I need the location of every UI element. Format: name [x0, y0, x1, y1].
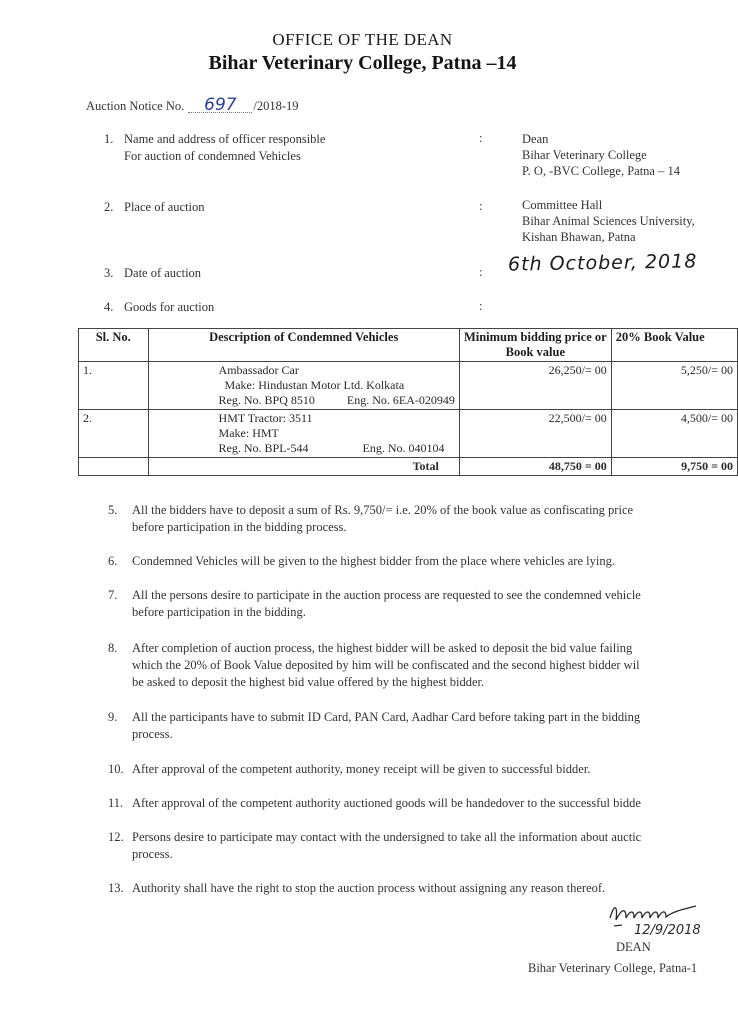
table-row — [79, 362, 738, 410]
condition-line: before participation in the bidding process. — [132, 520, 347, 534]
condition-number: 11. — [108, 796, 124, 810]
header-min-price: Minimum bidding price or Book value — [459, 329, 611, 362]
cell-book-value: 5,250/= 00 — [611, 362, 737, 410]
desc-line — [219, 393, 455, 408]
table-total-row — [79, 458, 738, 476]
eng-no: Eng. No. 040104 — [362, 441, 445, 455]
item-colon: : — [479, 199, 483, 213]
condition-number: 6. — [108, 554, 118, 568]
cell-description — [148, 362, 459, 410]
condition-line: Condemned Vehicles will be given to the highest bidder from the place where vehicles are lying. — [132, 554, 615, 568]
signature-date: 12/9/2018 — [634, 923, 701, 938]
table-row — [79, 410, 738, 458]
cell-sl-no: 2. — [79, 410, 149, 458]
address-line: Dean — [522, 132, 549, 146]
item-label-line: Goods for auction — [124, 300, 215, 314]
signatory-title: DEAN — [616, 940, 651, 954]
desc-line: Make: HMT — [218, 426, 279, 440]
college-heading: Bihar Veterinary College, Patna –14 — [208, 52, 517, 74]
condition-line: Persons desire to participate may contact with the undersigned to take all the information about auctic — [132, 830, 642, 844]
condition-line: process. — [132, 727, 173, 741]
condition-line: process. — [132, 847, 173, 861]
total-book-value: 9,750 = 00 — [611, 458, 737, 476]
condition-number: 10. — [108, 762, 124, 776]
place-line: Kishan Bhawan, Patna — [522, 230, 636, 244]
cell-sl-no: 1. — [79, 362, 149, 410]
condition-number: 9. — [108, 710, 118, 724]
eng-no: Eng. No. 6EA-020949 — [346, 393, 455, 407]
office-heading: OFFICE OF THE DEAN — [272, 30, 453, 49]
condition-number: 8. — [108, 641, 118, 655]
cell-min-price: 22,500/= 00 — [459, 410, 611, 458]
condition-line: before participation in the bidding. — [132, 605, 306, 619]
desc-line — [219, 441, 455, 456]
condition-line: After approval of the competent authority, money receipt will be given to successful bidder. — [132, 762, 591, 776]
place-line: Committee Hall — [522, 198, 603, 212]
notice-prefix: Auction Notice No. — [86, 99, 185, 113]
condition-line: All the persons desire to participate in the auction process are requested to see the condemned vehicle — [132, 588, 641, 602]
item-number: 3. — [104, 266, 114, 280]
item-number: 2. — [104, 200, 114, 214]
address-line: Bihar Veterinary College — [522, 148, 647, 162]
desc-line: Ambassador Car — [218, 363, 299, 377]
item-colon: : — [479, 299, 483, 313]
auction-notice-number — [86, 95, 299, 115]
condition-number: 13. — [108, 881, 124, 895]
item-colon: : — [479, 131, 483, 145]
condition-number: 5. — [108, 503, 118, 517]
desc-line: Make: Hindustan Motor Ltd. Kolkata — [224, 378, 405, 392]
total-min-price: 48,750 = 00 — [459, 458, 611, 476]
item-label-line: Place of auction — [124, 200, 205, 214]
cell-description — [148, 410, 459, 458]
condition-line: All the participants have to submit ID Card, PAN Card, Aadhar Card before taking part in the bidding — [132, 710, 641, 724]
item-label-line: Name and address of officer responsible — [124, 132, 326, 146]
address-line: P. O, -BVC College, Patna – 14 — [522, 164, 680, 178]
total-label: Total — [148, 458, 459, 476]
goods-table — [78, 328, 738, 476]
condition-number: 12. — [108, 830, 124, 844]
auction-date-handwritten: 6th October, 2018 — [507, 250, 698, 276]
item-number: 1. — [104, 132, 114, 146]
condition-line: After approval of the competent authority auctioned goods will be handedover to the successful bidde — [132, 796, 641, 810]
header-description: Description of Condemned Vehicles — [148, 329, 459, 362]
reg-no: Reg. No. BPL-544 — [218, 441, 309, 455]
condition-line: Authority shall have the right to stop the auction process without assigning any reason thereof. — [132, 881, 606, 895]
condition-line: All the bidders have to deposit a sum of Rs. 9,750/= i.e. 20% of the book value as confiscating price — [132, 503, 634, 517]
cell-min-price: 26,250/= 00 — [459, 362, 611, 410]
header-book-value: 20% Book Value — [611, 329, 737, 362]
item-number: 4. — [104, 300, 114, 314]
condition-number: 7. — [108, 588, 118, 602]
signatory-college: Bihar Veterinary College, Patna-1 — [528, 961, 698, 975]
place-line: Bihar Animal Sciences University, — [522, 214, 695, 228]
desc-line: HMT Tractor: 3511 — [218, 411, 313, 425]
reg-no: Reg. No. BPQ 8510 — [218, 393, 315, 407]
cell-empty — [79, 458, 149, 476]
cell-book-value: 4,500/= 00 — [611, 410, 737, 458]
officer-address — [522, 131, 680, 179]
notice-suffix: /2018-19 — [253, 99, 299, 113]
dean-signature — [600, 898, 720, 940]
condition-line: After completion of auction process, the highest bidder will be asked to deposit the bid value failing — [132, 641, 633, 655]
item-label-line: Date of auction — [124, 266, 202, 280]
item-colon: : — [479, 265, 483, 279]
header-sl-no: Sl. No. — [79, 329, 149, 362]
condition-line: which the 20% of Book Value deposited by him will be confiscated and the second highest bidder wil — [132, 658, 640, 672]
condition-line: be asked to deposit the highest bid value offered by the highest bidder. — [132, 675, 485, 689]
auction-place — [522, 197, 695, 245]
item-label-line: For auction of condemned Vehicles — [124, 149, 301, 163]
notice-number-handwritten: 697 — [188, 98, 252, 113]
table-header-row — [79, 329, 738, 362]
